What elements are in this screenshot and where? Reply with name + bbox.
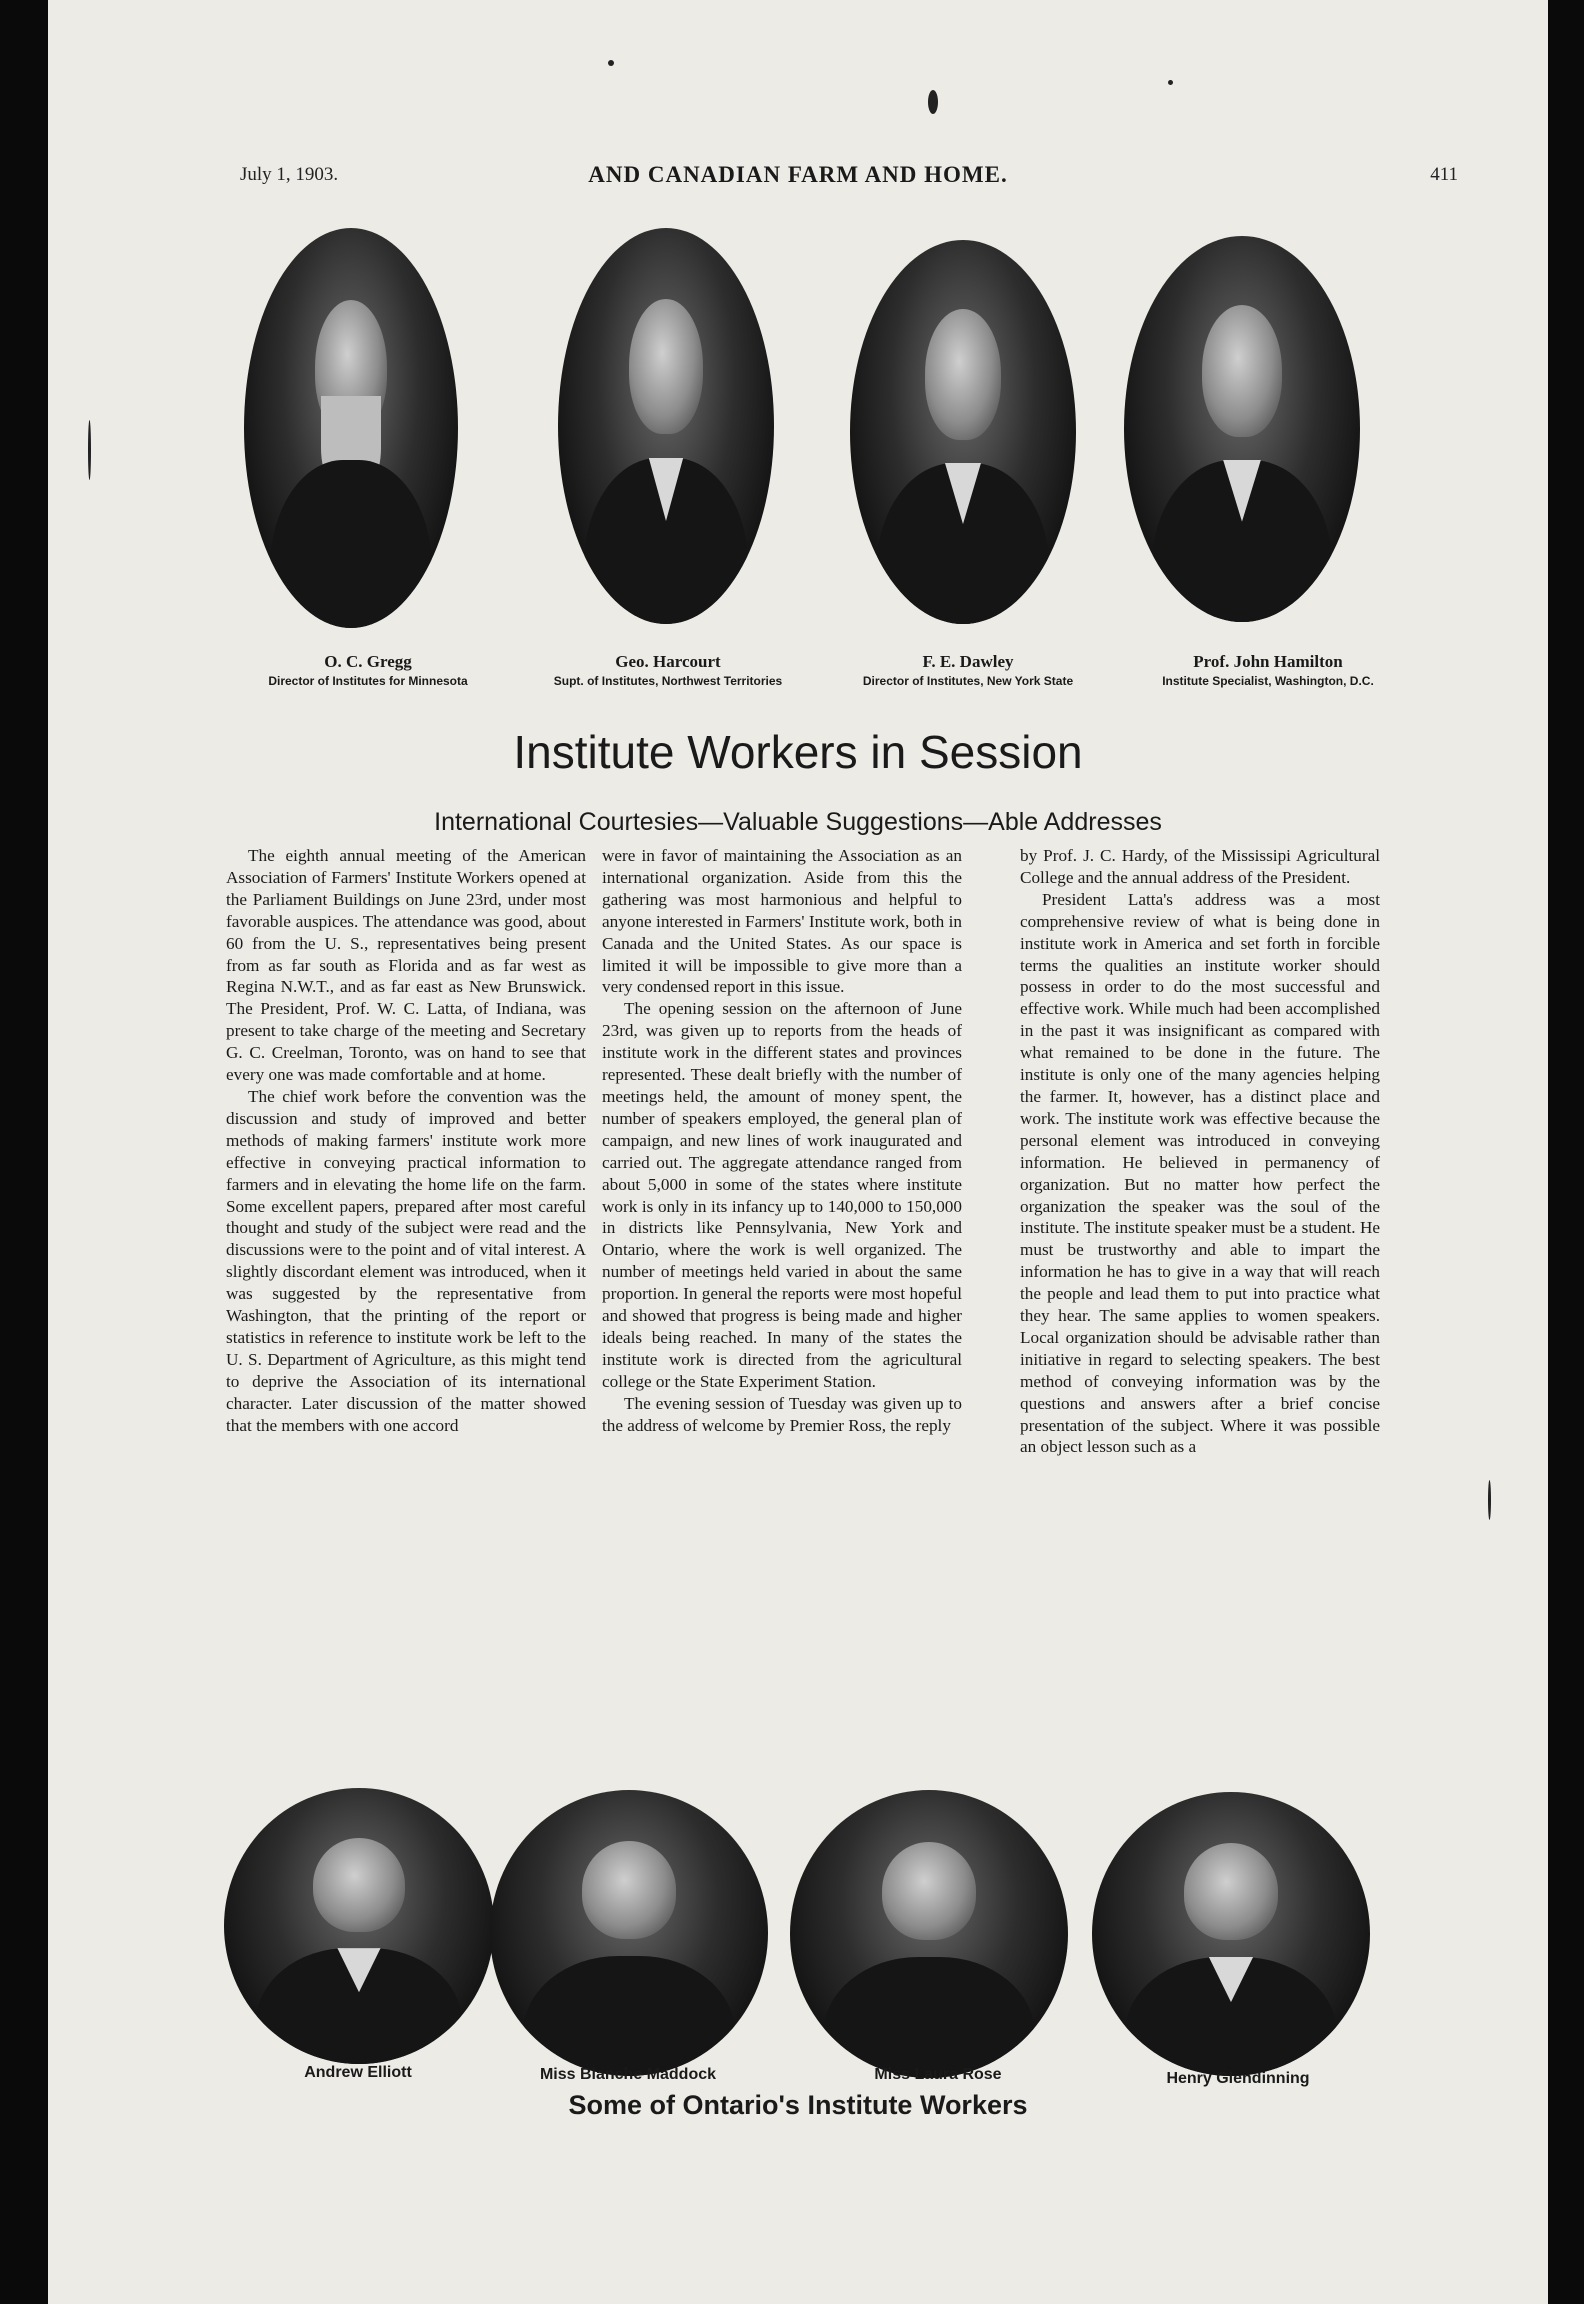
article-headline: Institute Workers in Session bbox=[513, 726, 1083, 778]
scan-speck bbox=[928, 90, 938, 114]
paragraph: The evening session of Tuesday was given up to the address of welcome by Premier Ross, the reply bbox=[602, 1393, 962, 1435]
caption-andrew-elliott: Andrew Elliott bbox=[304, 2064, 412, 2081]
article-subheadline: International Courtesies—Valuable Suggestions—Able Addresses bbox=[434, 808, 1162, 836]
scan-border-right bbox=[1548, 0, 1584, 2304]
page-number: 411 bbox=[1430, 164, 1458, 185]
portrait-geo-harcourt bbox=[558, 228, 774, 624]
paragraph: by Prof. J. C. Hardy, of the Mississipi Agricultural College and the annual address of the President. bbox=[1020, 846, 1380, 887]
caption-role: Director of Institutes for Minnesota bbox=[268, 674, 468, 688]
portrait-laura-rose bbox=[790, 1790, 1068, 2078]
caption-henry-glendinning: Henry Glendinning bbox=[1166, 2070, 1310, 2087]
caption-geo-harcourt bbox=[518, 652, 818, 688]
caption-o-c-gregg bbox=[218, 652, 518, 688]
paragraph: were in favor of maintaining the Association as an international organization. Aside from this the gathering was most harmonious and helpful to anyone interested in Farmers' Institute work, both in Canada and the United States. As our space is limited it will be impossible to give more than a very condensed report in this issue. bbox=[602, 846, 962, 997]
issue-date: July 1, 1903. bbox=[240, 164, 339, 185]
caption-name: O. C. Gregg bbox=[324, 652, 412, 671]
scan-speck bbox=[608, 60, 614, 66]
portrait-blanche-maddock bbox=[490, 1790, 768, 2076]
paragraph: President Latta's address was a most comprehensive review of what is being done in institute work in America and set forth in forcible terms the qualities an institute worker should possess in order to do the most successful and effective work. While much had been accomplished in the past it was insignificant as compared with what remained to be done in the future. The institute is only one of the many agencies helping the farmer. It, however, has a distinct place and work. The institute work was effective because the personal element was introduced in conveying information. He believed in permanency of organization. But no matter how perfect the organization the speaker was the soul of the institute. The institute speaker must be a student. He must be trustworthy and able to impart the information he has to give in a way that will reach the people and lead them to put into practice what they hear. The same applies to women speakers. Local organization should be advisable rather than initiative in regard to selecting speakers. The best method of conveying information was by the questions and answers after a brief concise presentation of the subject. Where it was possible an object lesson such as a bbox=[1020, 889, 1380, 1457]
caption-name: Geo. Harcourt bbox=[615, 652, 721, 671]
article-column-1 bbox=[226, 845, 586, 1745]
caption-john-hamilton bbox=[1118, 652, 1418, 688]
article-column-3 bbox=[1020, 845, 1380, 1745]
caption-blanche-maddock: Miss Blanche Maddock bbox=[539, 2066, 717, 2083]
bottom-section-title: Some of Ontario's Institute Workers bbox=[568, 2090, 1028, 2120]
publication-title: AND CANADIAN FARM AND HOME. bbox=[588, 162, 1008, 187]
portrait-f-e-dawley bbox=[850, 240, 1076, 624]
portrait-o-c-gregg bbox=[244, 228, 458, 628]
scan-speck bbox=[88, 420, 91, 480]
caption-name: F. E. Dawley bbox=[922, 652, 1014, 671]
caption-f-e-dawley bbox=[818, 652, 1118, 688]
caption-role: Director of Institutes, New York State bbox=[862, 674, 1074, 688]
portrait-andrew-elliott bbox=[224, 1788, 494, 2064]
paragraph: The opening session on the afternoon of June 23rd, was given up to reports from the heads of institute work in the different states and provinces represented. These dealt briefly with the number of meetings held, the amount of money spent, the number of speakers employed, the general plan of campaign, and new lines of work inaugurated and carried out. The aggregate attendance ranged from about 5,000 in some of the states where institute work is only in its infancy up to 140,000 to 150,000 in districts like Pennsylvania, New York and Ontario, where the work is well organized. The number of meetings held varied in about the same proportion. In general the reports were most hopeful and showed that progress is being made and higher ideals being reached. In many of the states the institute work is directed from the agricultural college or the State Experiment Station. bbox=[602, 999, 962, 1391]
scan-speck bbox=[1488, 1480, 1491, 1520]
scan-border-left bbox=[0, 0, 48, 2304]
caption-name: Prof. John Hamilton bbox=[1193, 652, 1343, 671]
paragraph: The chief work before the convention was the discussion and study of improved and better methods of making farmers' institute work more effective in conveying practical information to farmers and in elevating the home life on the farm. Some excellent papers, prepared after most careful thought and study of the subject were read and the discussions were to the point and of vital interest. A slightly discordant element was introduced, when it was suggested by the representative from Washington, that the printing of the report or statistics in reference to institute work be left to the U. S. Department of Agriculture, as this might tend to deprive the Association of its international character. Later discussion of the matter showed that the members with one accord bbox=[226, 1086, 586, 1435]
article-column-2 bbox=[602, 845, 962, 1745]
running-head bbox=[48, 160, 1548, 200]
scan-speck bbox=[1168, 80, 1173, 85]
caption-laura-rose: Miss Laura Rose bbox=[874, 2066, 1002, 2083]
portrait-john-hamilton bbox=[1124, 236, 1360, 622]
newspaper-page bbox=[48, 0, 1548, 2304]
paragraph: The eighth annual meeting of the American Association of Farmers' Institute Workers opened at the Parliament Buildings on June 23rd, under most favorable auspices. The attendance was good, about 60 from the U. S., representatives being present from as far south as Florida and as far west as Regina N.W.T., and as far east as New Brunswick. The President, Prof. W. C. Latta, of Indiana, was present to take charge of the meeting and Secretary G. C. Creelman, Toronto, was on hand to see that every one was made comfortable and at home. bbox=[226, 846, 586, 1085]
caption-role: Institute Specialist, Washington, D.C. bbox=[1162, 674, 1374, 688]
caption-role: Supt. of Institutes, Northwest Territories bbox=[553, 674, 783, 688]
portrait-henry-glendinning bbox=[1092, 1792, 1370, 2076]
